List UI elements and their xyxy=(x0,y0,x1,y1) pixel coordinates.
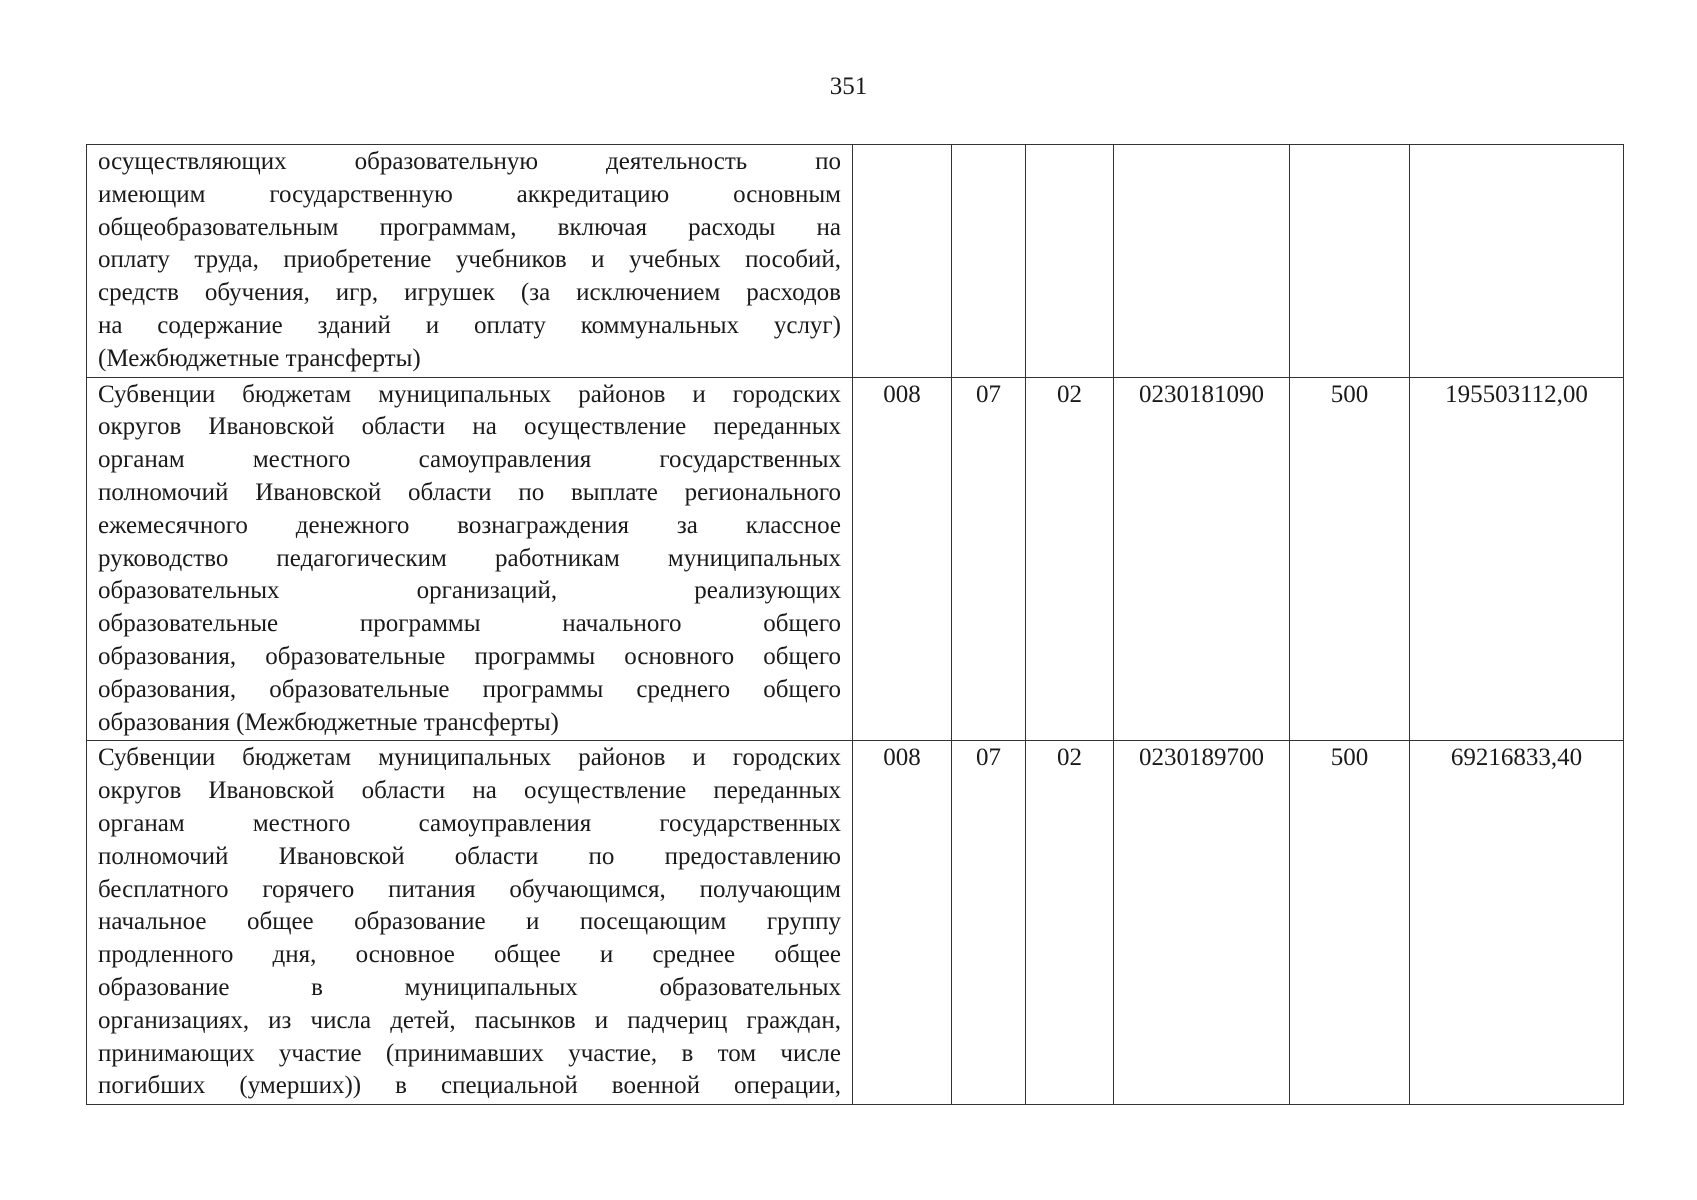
amount-cell: 69216833,40 xyxy=(1410,741,1624,1105)
description-line: продленного дня, основное общее и среднее общее xyxy=(98,941,841,969)
subsection-code-cell: 02 xyxy=(1026,377,1114,741)
description-line: на содержание зданий и оплату коммунальных услуг) xyxy=(98,311,841,339)
description-line: полномочий Ивановской области по выплате регионального xyxy=(98,478,841,506)
section-code-cell: 07 xyxy=(952,741,1026,1105)
target-article-cell: 0230181090 xyxy=(1114,377,1290,741)
description-line: начальное общее образование и посещающим группу xyxy=(98,908,841,936)
section-code-cell xyxy=(952,145,1026,378)
description-line: округов Ивановской области на осуществление переданных xyxy=(98,413,841,441)
description-line: органам местного самоуправления государственных xyxy=(98,809,841,837)
expense-type-cell: 500 xyxy=(1290,377,1410,741)
description-line: органам местного самоуправления государственных xyxy=(98,446,841,474)
description-line: средств обучения, игр, игрушек (за исключением расходов xyxy=(98,279,841,307)
ministry-code-cell: 008 xyxy=(853,741,952,1105)
description-line: бесплатного горячего питания обучающимся, получающим xyxy=(98,875,841,903)
description-line: округов Ивановской области на осуществление переданных xyxy=(98,777,841,805)
target-article-cell: 0230189700 xyxy=(1114,741,1290,1105)
ministry-code-cell xyxy=(853,145,952,378)
description-line: образования, образовательные программы среднего общего xyxy=(98,675,841,703)
description-line: общеобразовательным программам, включая расходы на xyxy=(98,213,841,241)
description-line: Субвенции бюджетам муниципальных районов и городских xyxy=(98,380,841,408)
description-line: образовательных организаций, реализующих xyxy=(98,577,841,605)
description-cell xyxy=(87,145,853,378)
description-line: принимающих участие (принимавших участие, в том числе xyxy=(98,1039,841,1067)
description-line: образования (Межбюджетные трансферты) xyxy=(98,708,559,736)
table-row xyxy=(87,377,1624,741)
description-line: руководство педагогическим работникам муниципальных xyxy=(98,544,841,572)
table-row xyxy=(87,741,1624,1105)
description-line: оплату труда, приобретение учебников и учебных пособий, xyxy=(98,246,841,274)
description-line: образование в муниципальных образовательных xyxy=(98,973,841,1001)
budget-table xyxy=(86,144,1624,1105)
expense-type-cell: 500 xyxy=(1290,741,1410,1105)
description-line: организациях, из числа детей, пасынков и падчериц граждан, xyxy=(98,1006,841,1034)
table-row xyxy=(87,145,1624,378)
description-line: полномочий Ивановской области по предоставлению xyxy=(98,842,841,870)
description-line: погибших (умерших)) в специальной военной операции, xyxy=(98,1072,841,1100)
subsection-code-cell xyxy=(1026,145,1114,378)
description-line: осуществляющих образовательную деятельность по xyxy=(98,148,841,175)
page-number: 351 xyxy=(829,73,868,100)
description-line: (Межбюджетные трансферты) xyxy=(98,344,421,372)
subsection-code-cell: 02 xyxy=(1026,741,1114,1105)
description-cell xyxy=(87,741,853,1105)
section-code-cell: 07 xyxy=(952,377,1026,741)
expense-type-cell xyxy=(1290,145,1410,378)
target-article-cell xyxy=(1114,145,1290,378)
description-line: Субвенции бюджетам муниципальных районов и городских xyxy=(98,744,841,772)
amount-cell: 195503112,00 xyxy=(1410,377,1624,741)
amount-cell xyxy=(1410,145,1624,378)
ministry-code-cell: 008 xyxy=(853,377,952,741)
description-cell xyxy=(87,377,853,741)
description-line: образования, образовательные программы основного общего xyxy=(98,642,841,670)
description-line: имеющим государственную аккредитацию основным xyxy=(98,180,841,208)
description-line: образовательные программы начального общего xyxy=(98,610,841,638)
description-line: ежемесячного денежного вознаграждения за классное xyxy=(98,511,841,539)
